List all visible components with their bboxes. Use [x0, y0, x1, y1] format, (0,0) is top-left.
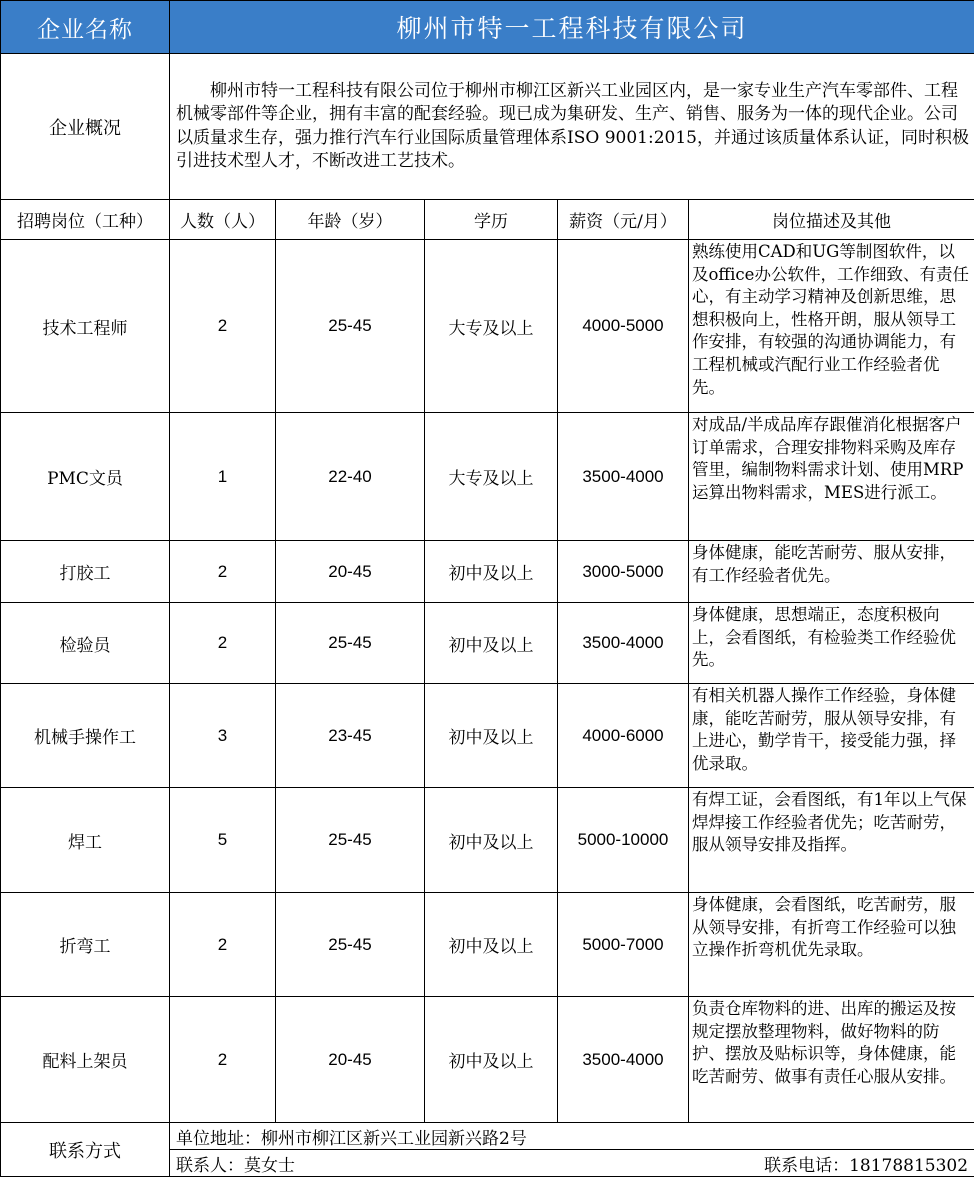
column-header-row: [1, 200, 974, 240]
job-salary: 3000-5000: [558, 541, 689, 603]
job-description: 对成品/半成品库存跟催消化根据客户订单需求，合理安排物料采购及库存管里，编制物料需求计划、使用MRP运算出物料需求，MES进行派工。: [689, 413, 974, 541]
contact-person: 联系人：莫女士: [176, 1155, 295, 1176]
overview-label: 企业概况: [1, 54, 170, 200]
job-count: 2: [170, 893, 276, 997]
job-title: 机械手操作工: [1, 684, 170, 788]
job-education: 初中及以上: [425, 684, 558, 788]
column-header-age: 年龄（岁）: [276, 200, 425, 240]
column-header-salary: 薪资（元/月）: [558, 200, 689, 240]
job-salary: 5000-7000: [558, 893, 689, 997]
job-salary: 4000-5000: [558, 240, 689, 413]
job-description: 有焊工证，会看图纸，有1年以上气保焊焊接工作经验者优先；吃苦耐劳，服从领导安排及指挥。: [689, 788, 974, 893]
job-salary: 3500-4000: [558, 603, 689, 684]
column-header-description: 岗位描述及其他: [689, 200, 974, 240]
job-salary: 3500-4000: [558, 413, 689, 541]
job-count: 2: [170, 997, 276, 1123]
job-salary: 5000-10000: [558, 788, 689, 893]
job-education: 大专及以上: [425, 413, 558, 541]
job-education: 初中及以上: [425, 997, 558, 1123]
job-title: 焊工: [1, 788, 170, 893]
job-description: 身体健康，会看图纸，吃苦耐劳，服从领导安排，有折弯工作经验可以独立操作折弯机优先录取。: [689, 893, 974, 997]
job-age: 25-45: [276, 240, 425, 413]
job-education: 初中及以上: [425, 541, 558, 603]
job-title: 打胶工: [1, 541, 170, 603]
job-age: 25-45: [276, 893, 425, 997]
job-age: 25-45: [276, 788, 425, 893]
overview-text: 柳州市特一工程科技有限公司位于柳州市柳江区新兴工业园区内，是一家专业生产汽车零部件、工程机械零部件等企业，拥有丰富的配套经验。现已成为集研发、生产、销售、服务为一体的现代企业。公司以质量求生存，强力推行汽车行业国际质量管理体系ISO 9001:2015，并通过该质量体系认证，同时积极引进技术型人才，不断改进工艺技术。: [170, 54, 974, 200]
column-header-count: 人数（人）: [170, 200, 276, 240]
column-header-position: 招聘岗位（工种）: [1, 200, 170, 240]
job-row: [1, 997, 974, 1123]
job-count: 2: [170, 240, 276, 413]
job-count: 1: [170, 413, 276, 541]
company-name-label: 企业名称: [1, 1, 170, 54]
job-count: 5: [170, 788, 276, 893]
job-count: 3: [170, 684, 276, 788]
job-description: 身体健康，能吃苦耐劳、服从安排，有工作经验者优先。: [689, 541, 974, 603]
job-education: 初中及以上: [425, 788, 558, 893]
job-age: 25-45: [276, 603, 425, 684]
job-salary: 3500-4000: [558, 997, 689, 1123]
job-education: 大专及以上: [425, 240, 558, 413]
column-header-education: 学历: [425, 200, 558, 240]
overview-row: [1, 54, 974, 200]
job-age: 20-45: [276, 541, 425, 603]
job-row: [1, 603, 974, 684]
job-age: 20-45: [276, 997, 425, 1123]
job-age: 23-45: [276, 684, 425, 788]
job-description: 负责仓库物料的进、出库的搬运及按规定摆放整理物料，做好物料的防护、摆放及贴标识等，身体健康，能吃苦耐劳、做事有责任心服从安排。: [689, 997, 974, 1123]
job-description: 身体健康，思想端正，态度积极向上，会看图纸，有检验类工作经验优先。: [689, 603, 974, 684]
job-age: 22-40: [276, 413, 425, 541]
job-salary: 4000-6000: [558, 684, 689, 788]
job-row: [1, 413, 974, 541]
contact-address: 单位地址：柳州市柳江区新兴工业园新兴路2号: [170, 1123, 974, 1150]
job-row: [1, 240, 974, 413]
job-row: [1, 541, 974, 603]
job-title: 配料上架员: [1, 997, 170, 1123]
job-row: [1, 684, 974, 788]
job-description: 熟练使用CAD和UG等制图软件，以及office办公软件，工作细致、有责任心，有主动学习精神及创新思维，思想积极向上，性格开朗，服从领导工作安排，有较强的沟通协调能力，有工程机械或汽配行业工作经验者优先。: [689, 240, 974, 413]
job-count: 2: [170, 603, 276, 684]
job-title: 技术工程师: [1, 240, 170, 413]
job-title: 检验员: [1, 603, 170, 684]
contact-label: 联系方式: [1, 1123, 170, 1177]
job-description: 有相关机器人操作工作经验，身体健康，能吃苦耐劳，服从领导安排，有上进心，勤学肯干，接受能力强，择优录取。: [689, 684, 974, 788]
job-count: 2: [170, 541, 276, 603]
job-education: 初中及以上: [425, 603, 558, 684]
job-row: [1, 893, 974, 997]
contact-person-cell: [170, 1150, 974, 1177]
job-title: 折弯工: [1, 893, 170, 997]
company-name-row: [1, 1, 974, 54]
job-title: PMC文员: [1, 413, 170, 541]
company-name: 柳州市特一工程科技有限公司: [170, 1, 974, 54]
contact-row: [1, 1123, 974, 1150]
contact-phone: 联系电话：18178815302: [764, 1155, 969, 1176]
job-education: 初中及以上: [425, 893, 558, 997]
job-row: [1, 788, 974, 893]
